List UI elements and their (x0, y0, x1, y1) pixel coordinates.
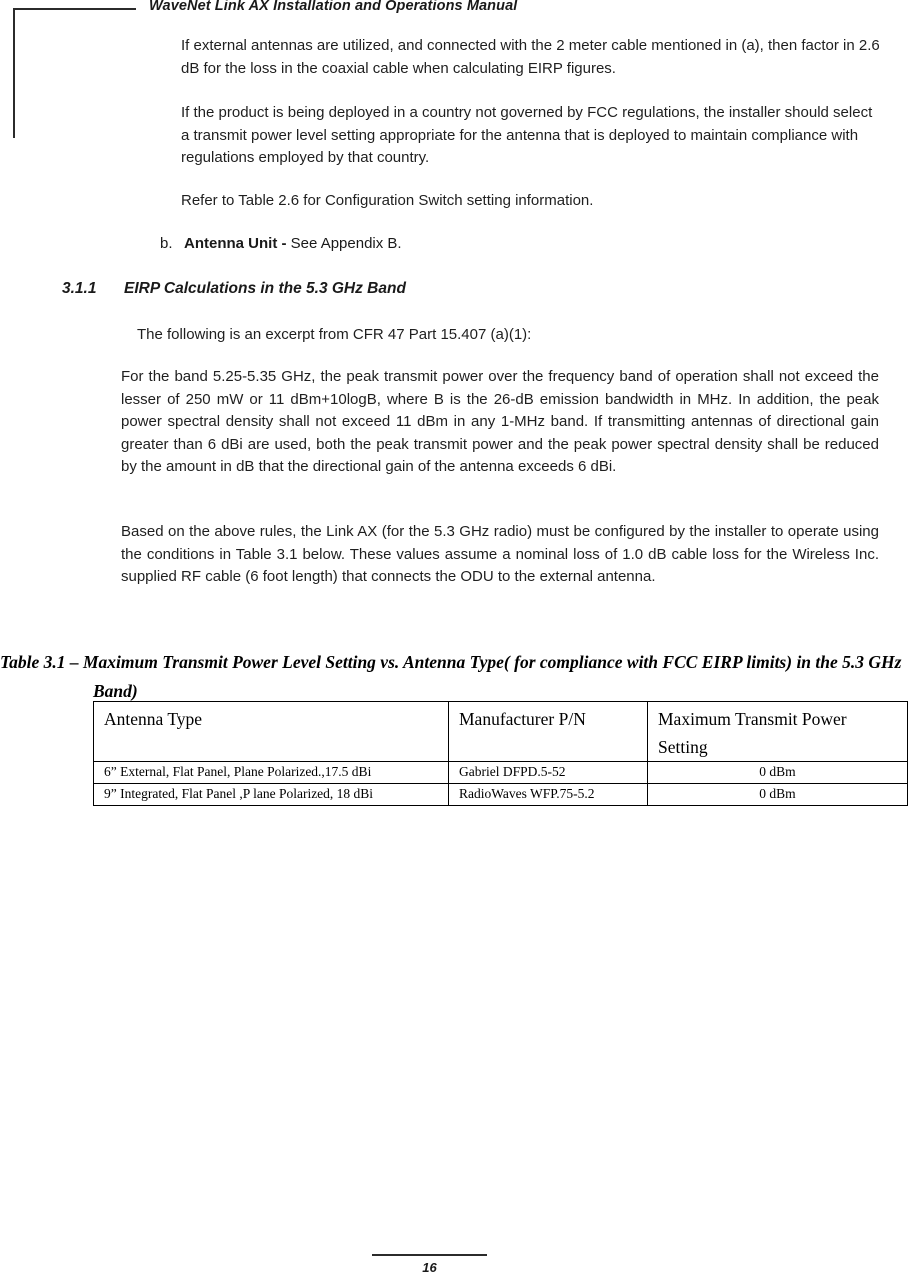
external-antenna-paragraph: If external antennas are utilized, and connected with the 2 meter cable mentioned in (a), then factor in 2.6 dB for the loss in the coaxial cable when calculating EIRP figures. (181, 37, 880, 77)
table-caption: Table 3.1 – Maximum Transmit Power Level Setting vs. Antenna Type( for compliance with FCC EIRP limits) in the 5.3 GHz Band) (0, 652, 902, 701)
cell-antenna-type: 6” External, Flat Panel, Plane Polarized.,17.5 dBi (94, 762, 449, 784)
list-item-label: Antenna Unit - (184, 235, 287, 252)
cell-max-power: 0 dBm (648, 762, 908, 784)
page-number: 16 (422, 1260, 437, 1275)
cell-antenna-type: 9” Integrated, Flat Panel ,P lane Polarized, 18 dBi (94, 784, 449, 806)
power-setting-table (93, 701, 908, 806)
regulation-intro: The following is an excerpt from CFR 47 Part 15.407 (a)(1): (137, 326, 532, 343)
cell-max-power: 0 dBm (648, 784, 908, 806)
header-manufacturer-pn: Manufacturer P/N (449, 702, 648, 762)
table-row (94, 762, 908, 784)
header-corner-rule-vertical (13, 8, 15, 138)
cell-manufacturer-pn: Gabriel DFPD.5-52 (449, 762, 648, 784)
list-item-marker: b. (160, 235, 173, 252)
table-header-row (94, 702, 908, 762)
table-row (94, 784, 908, 806)
header-max-transmit-power: Maximum Transmit Power Setting (648, 702, 908, 762)
cell-manufacturer-pn: RadioWaves WFP.75-5.2 (449, 784, 648, 806)
header-antenna-type: Antenna Type (94, 702, 449, 762)
section-title: EIRP Calculations in the 5.3 GHz Band (124, 280, 406, 297)
regulation-excerpt: For the band 5.25-5.35 GHz, the peak transmit power over the frequency band of operation shall not exceed the lesser of 250 mW or 11 dBm+10logB, where B is the 26-dB emission bandwidth in MHz. In addition, the peak power spectral density shall not exceed 11 dBm in any 1-MHz band. If transmitting antennas of directional gain greater than 6 dBi are used, both the peak transmit power and the peak power spectral density shall be reduced by the amount in dB that the directional gain of the antenna exceeds 6 dBi. (121, 368, 879, 475)
non-fcc-country-paragraph: If the product is being deployed in a country not governed by FCC regulations, the installer should select a transmit power level setting appropriate for the antenna that is deployed to maintain compliance with regulations employed by that country. (181, 104, 873, 166)
running-header-title: WaveNet Link AX Installation and Operations Manual (149, 0, 518, 14)
footer-rule (372, 1254, 487, 1256)
configuration-conditions-paragraph: Based on the above rules, the Link AX (for the 5.3 GHz radio) must be configured by the installer to operate using the conditions in Table 3.1 below. These values assume a nominal loss of 1.0 dB cable loss for the Wireless Inc. supplied RF cable (6 foot length) that connects the ODU to the external antenna. (121, 523, 879, 585)
section-number: 3.1.1 (62, 280, 97, 297)
configuration-switch-reference: Refer to Table 2.6 for Configuration Switch setting information. (181, 192, 594, 209)
list-item-text: See Appendix B. (290, 235, 402, 252)
header-corner-rule-horizontal (14, 8, 136, 10)
list-item-antenna-unit (160, 234, 402, 254)
section-heading (62, 280, 406, 298)
